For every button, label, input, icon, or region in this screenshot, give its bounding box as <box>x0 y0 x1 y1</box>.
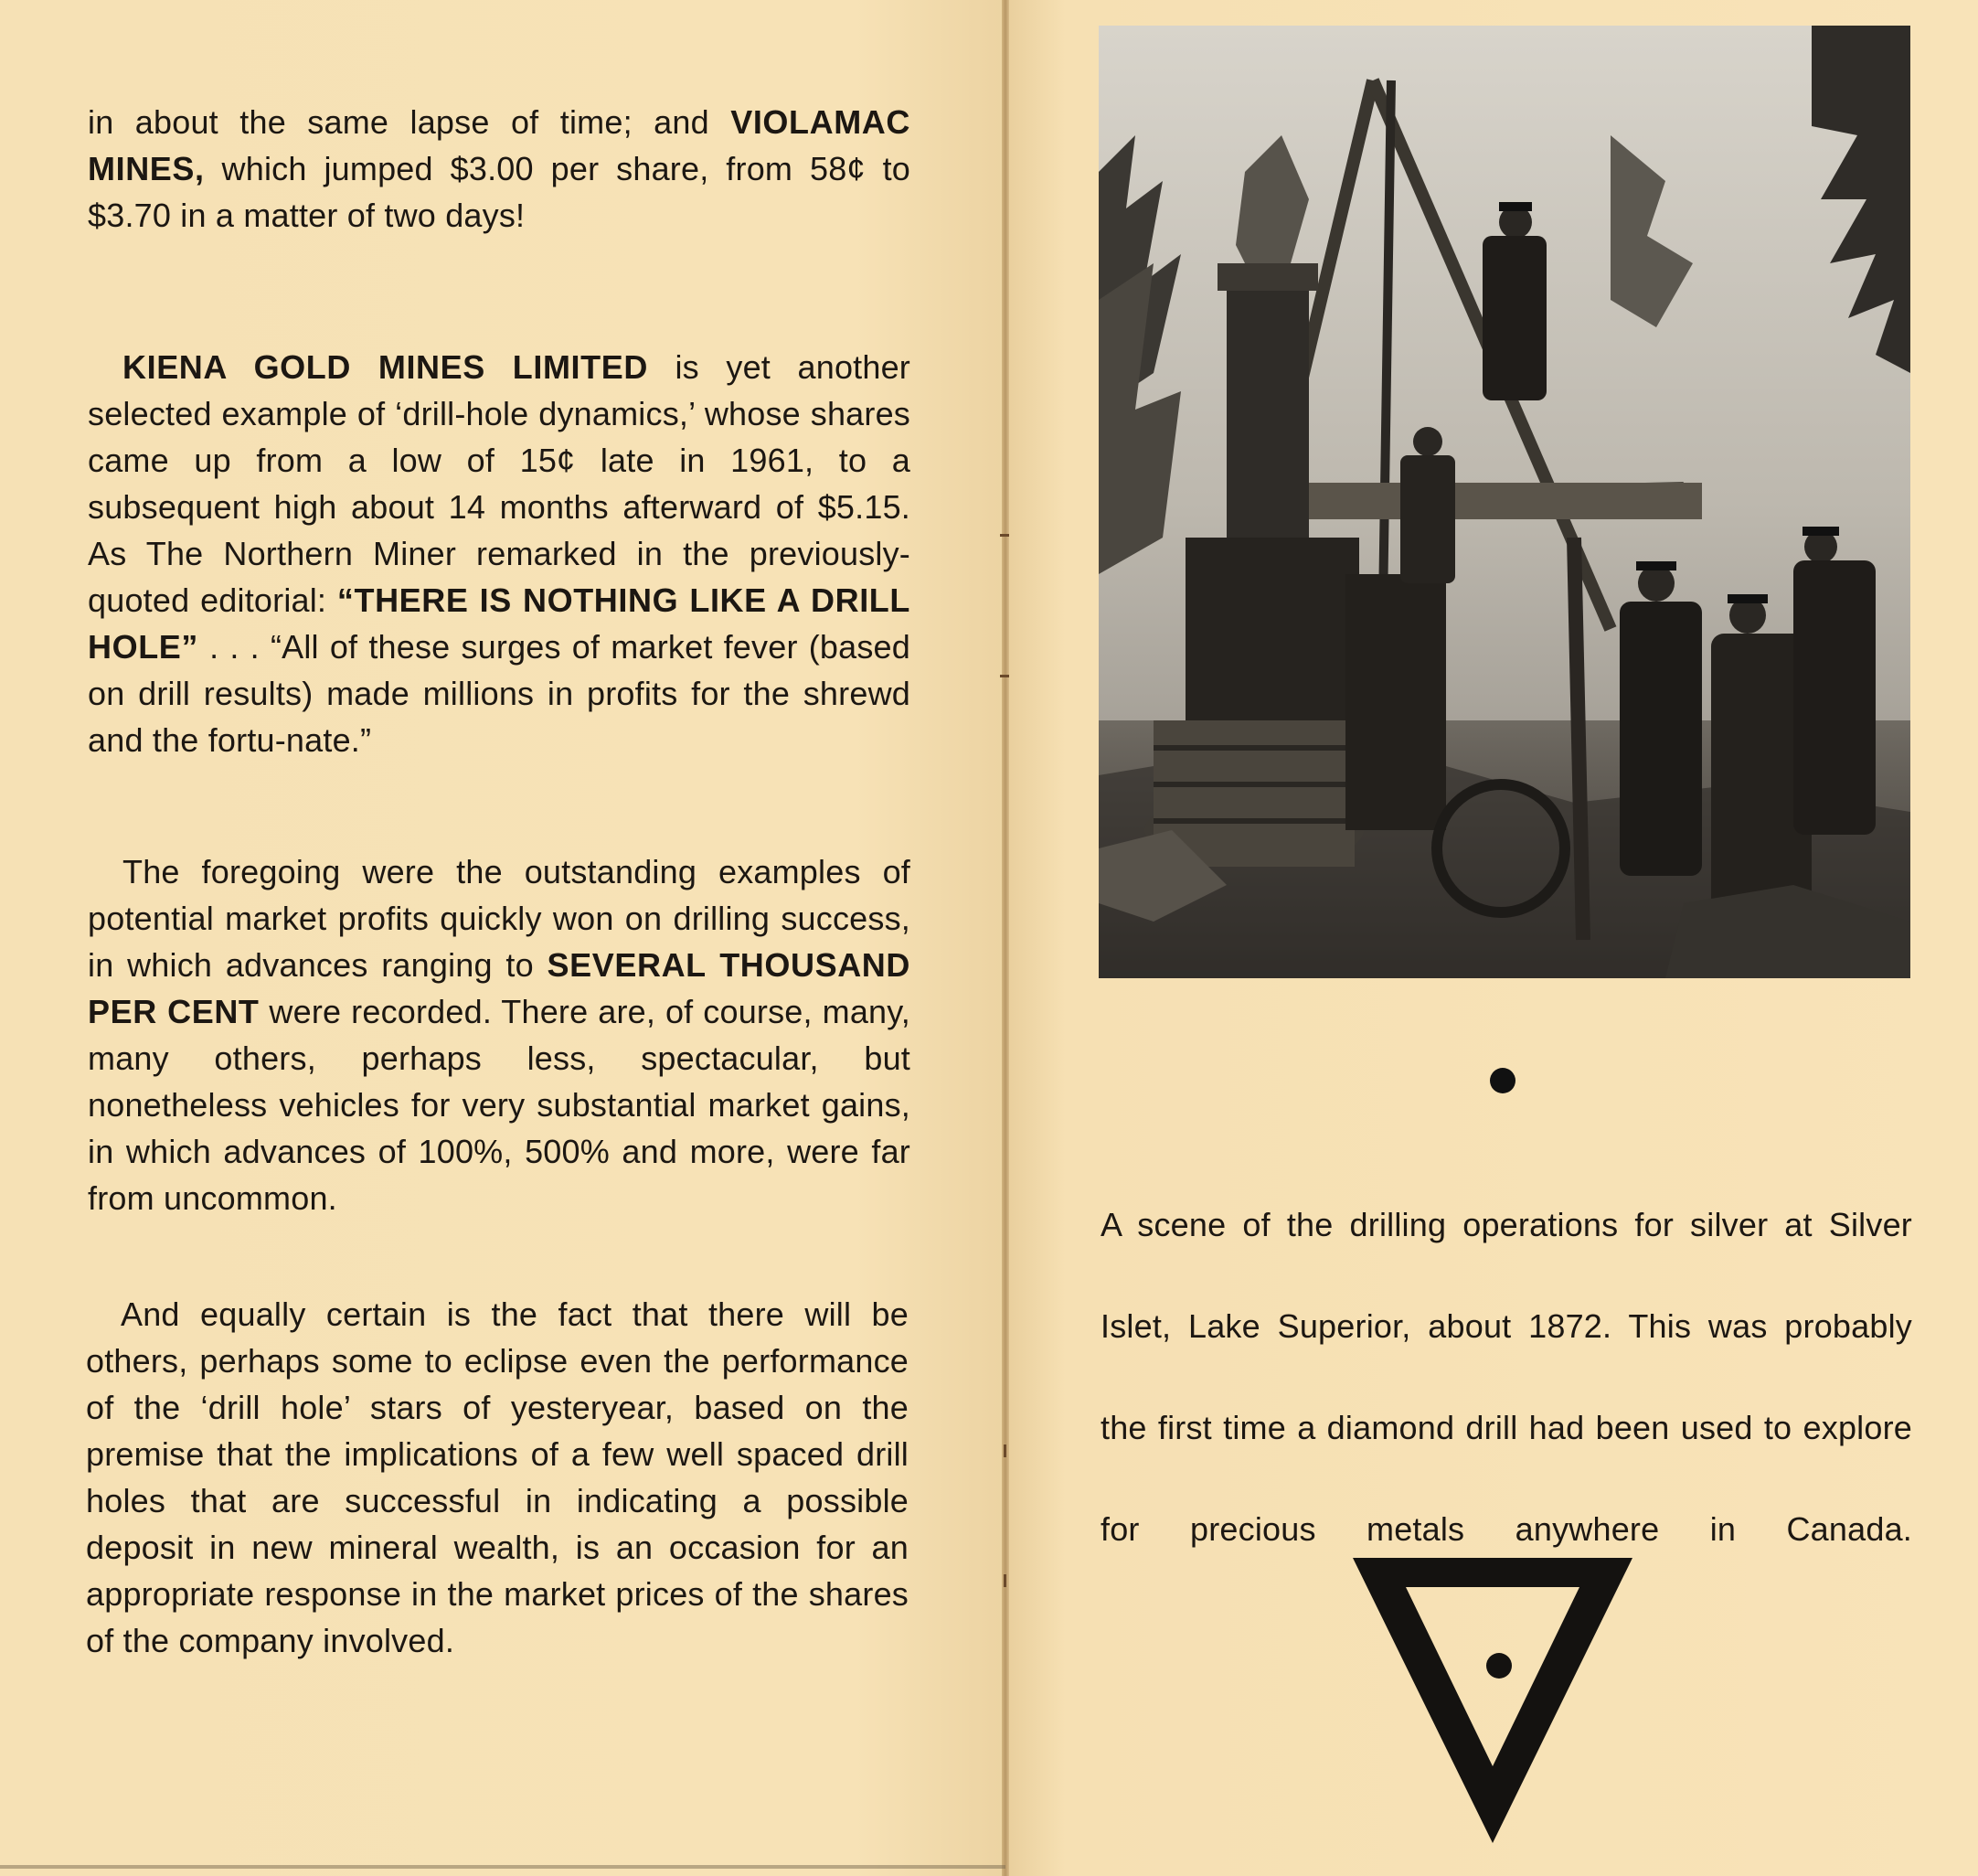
text-span: which jumped $3.00 per share, from 58¢ to $3.70 in a matter of two days! <box>88 150 910 234</box>
book-gutter <box>1002 0 1009 1876</box>
text-span: . . . “All of these surges of market fever (based on drill results) made millions in profits for the shrewd and the fortu-nate.” <box>88 628 910 759</box>
text-span: is yet another selected example of ‘drill-hole dynamics,’ whose shares came up from a low of 15¢ late in 1961, to a subsequent high about 14 months afterward of $5.15. As The Northern Miner remarked in the previously-quoted editorial: <box>88 348 910 619</box>
text-span: in about the same lapse of time; and <box>88 103 731 141</box>
bold-company-name: VIOLAMAC MINES, <box>88 103 910 187</box>
historic-drill-photo <box>1099 26 1910 978</box>
page-edge-shadow <box>0 1865 1005 1869</box>
bold-quote: “THERE IS NOTHING LIKE A DRILL HOLE” <box>88 581 910 666</box>
bullet-dot <box>1490 1068 1515 1093</box>
photo-caption: A scene of the drilling operations for silver at Silver Islet, Lake Superior, about 1872. This was probably the first time a diamond drill had been used to explore for precious metals anywhere in Canada. <box>1101 1206 1912 1548</box>
paragraph-violamac <box>88 99 910 239</box>
bold-emphasis: SEVERAL THOUSAND PER CENT <box>88 946 910 1030</box>
staple-mark <box>1000 534 1009 537</box>
inverted-triangle-with-dot-icon <box>1353 1554 1632 1847</box>
drill-scene-illustration <box>1099 26 1910 978</box>
text-span: were recorded. There are, of course, many, many others, perhaps less, spectacular, but nonetheless vehicles for very substantial market gains, in which advances of 100%, 500% and more, were far from uncommon. <box>88 993 910 1217</box>
bold-company-name: KIENA GOLD MINES LIMITED <box>122 348 648 386</box>
paragraph-foregoing <box>88 848 910 1221</box>
paragraph-equally-certain <box>86 1291 909 1664</box>
staple-mark <box>1000 675 1009 677</box>
staple-mark <box>1004 1574 1006 1587</box>
text-span: And equally certain is the fact that there will be others, perhaps some to eclipse even the performance of the ‘drill hole’ stars of yesteryear, based on the premise that the implications of a few well spaced drill holes that are successful in indicating a possible deposit in new mineral wealth, is an occasion for an appropriate response in the market prices of the shares of the company involved. <box>86 1295 909 1659</box>
staple-mark <box>1004 1444 1006 1457</box>
paragraph-kiena <box>88 344 910 763</box>
text-span: The foregoing were the outstanding examples of potential market profits quickly won on drilling success, in which advances ranging to <box>88 853 910 984</box>
